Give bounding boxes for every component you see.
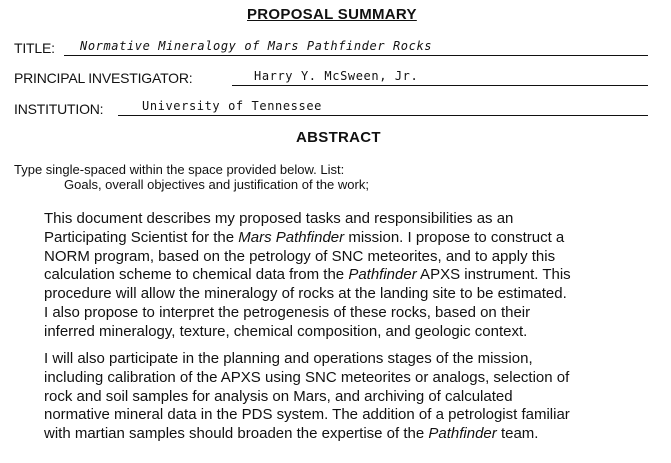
page-title: PROPOSAL SUMMARY [247,6,417,23]
paragraph-line: I will also participate in the planning and operations stages of the mission, [44,350,533,367]
instruction-line-1: Type single-spaced within the space provided below. List: [14,162,345,177]
paragraph-line: inferred mineralogy, texture, chemical composition, and geologic context. [44,322,528,340]
paragraph-line: NORM program, based on the petrology of SNC meteorites, and to apply this [44,247,556,265]
paragraph-line: rock and soil samples for analysis on Mars, and archiving of calculated [44,387,513,405]
paragraph-line: procedure will allow the mineralogy of rocks at the landing site to be estimated. [44,285,567,303]
title-underline [64,55,648,56]
paragraph-line: normative mineral data in the PDS system. The addition of a petrologist familiar [44,406,570,424]
instruction-line-2: Goals, overall objectives and justification of the work; [64,177,369,192]
paragraph-line: I also propose to interpret the petrogenesis of these rocks, based on their [44,303,531,321]
mission-name-italic: Pathfinder [428,425,497,443]
institution-value: University of Tennessee [142,99,322,113]
institution-underline [118,115,648,116]
paragraph-line: including calibration of the APXS using SNC meteorites or analogs, selection of [44,368,570,386]
principal-investigator-underline [232,85,648,86]
principal-investigator-label: PRINCIPAL INVESTIGATOR: [14,70,193,86]
title-value: Normative Mineralogy of Mars Pathfinder Rocks [80,39,433,53]
paragraph-line: with martian samples should broaden the expertise of the Pathfinder team. [44,425,539,443]
paragraph-line: Participating Scientist for the Mars Pathfinder mission. I propose to construct a [44,228,565,246]
institution-label: INSTITUTION: [14,101,104,117]
abstract-heading: ABSTRACT [296,129,381,146]
title-label: TITLE: [14,40,55,56]
principal-investigator-value: Harry Y. McSween, Jr. [254,69,419,83]
paragraph-line: calculation scheme to chemical data from the Pathfinder APXS instrument. This [44,266,571,284]
paragraph-line: This document describes my proposed tasks and responsibilities as an [44,210,514,227]
abstract-paragraph-1 [44,210,571,342]
abstract-paragraph-2 [44,350,570,444]
mission-name-italic: Mars Pathfinder [238,228,345,246]
mission-name-italic: Pathfinder [348,266,417,284]
